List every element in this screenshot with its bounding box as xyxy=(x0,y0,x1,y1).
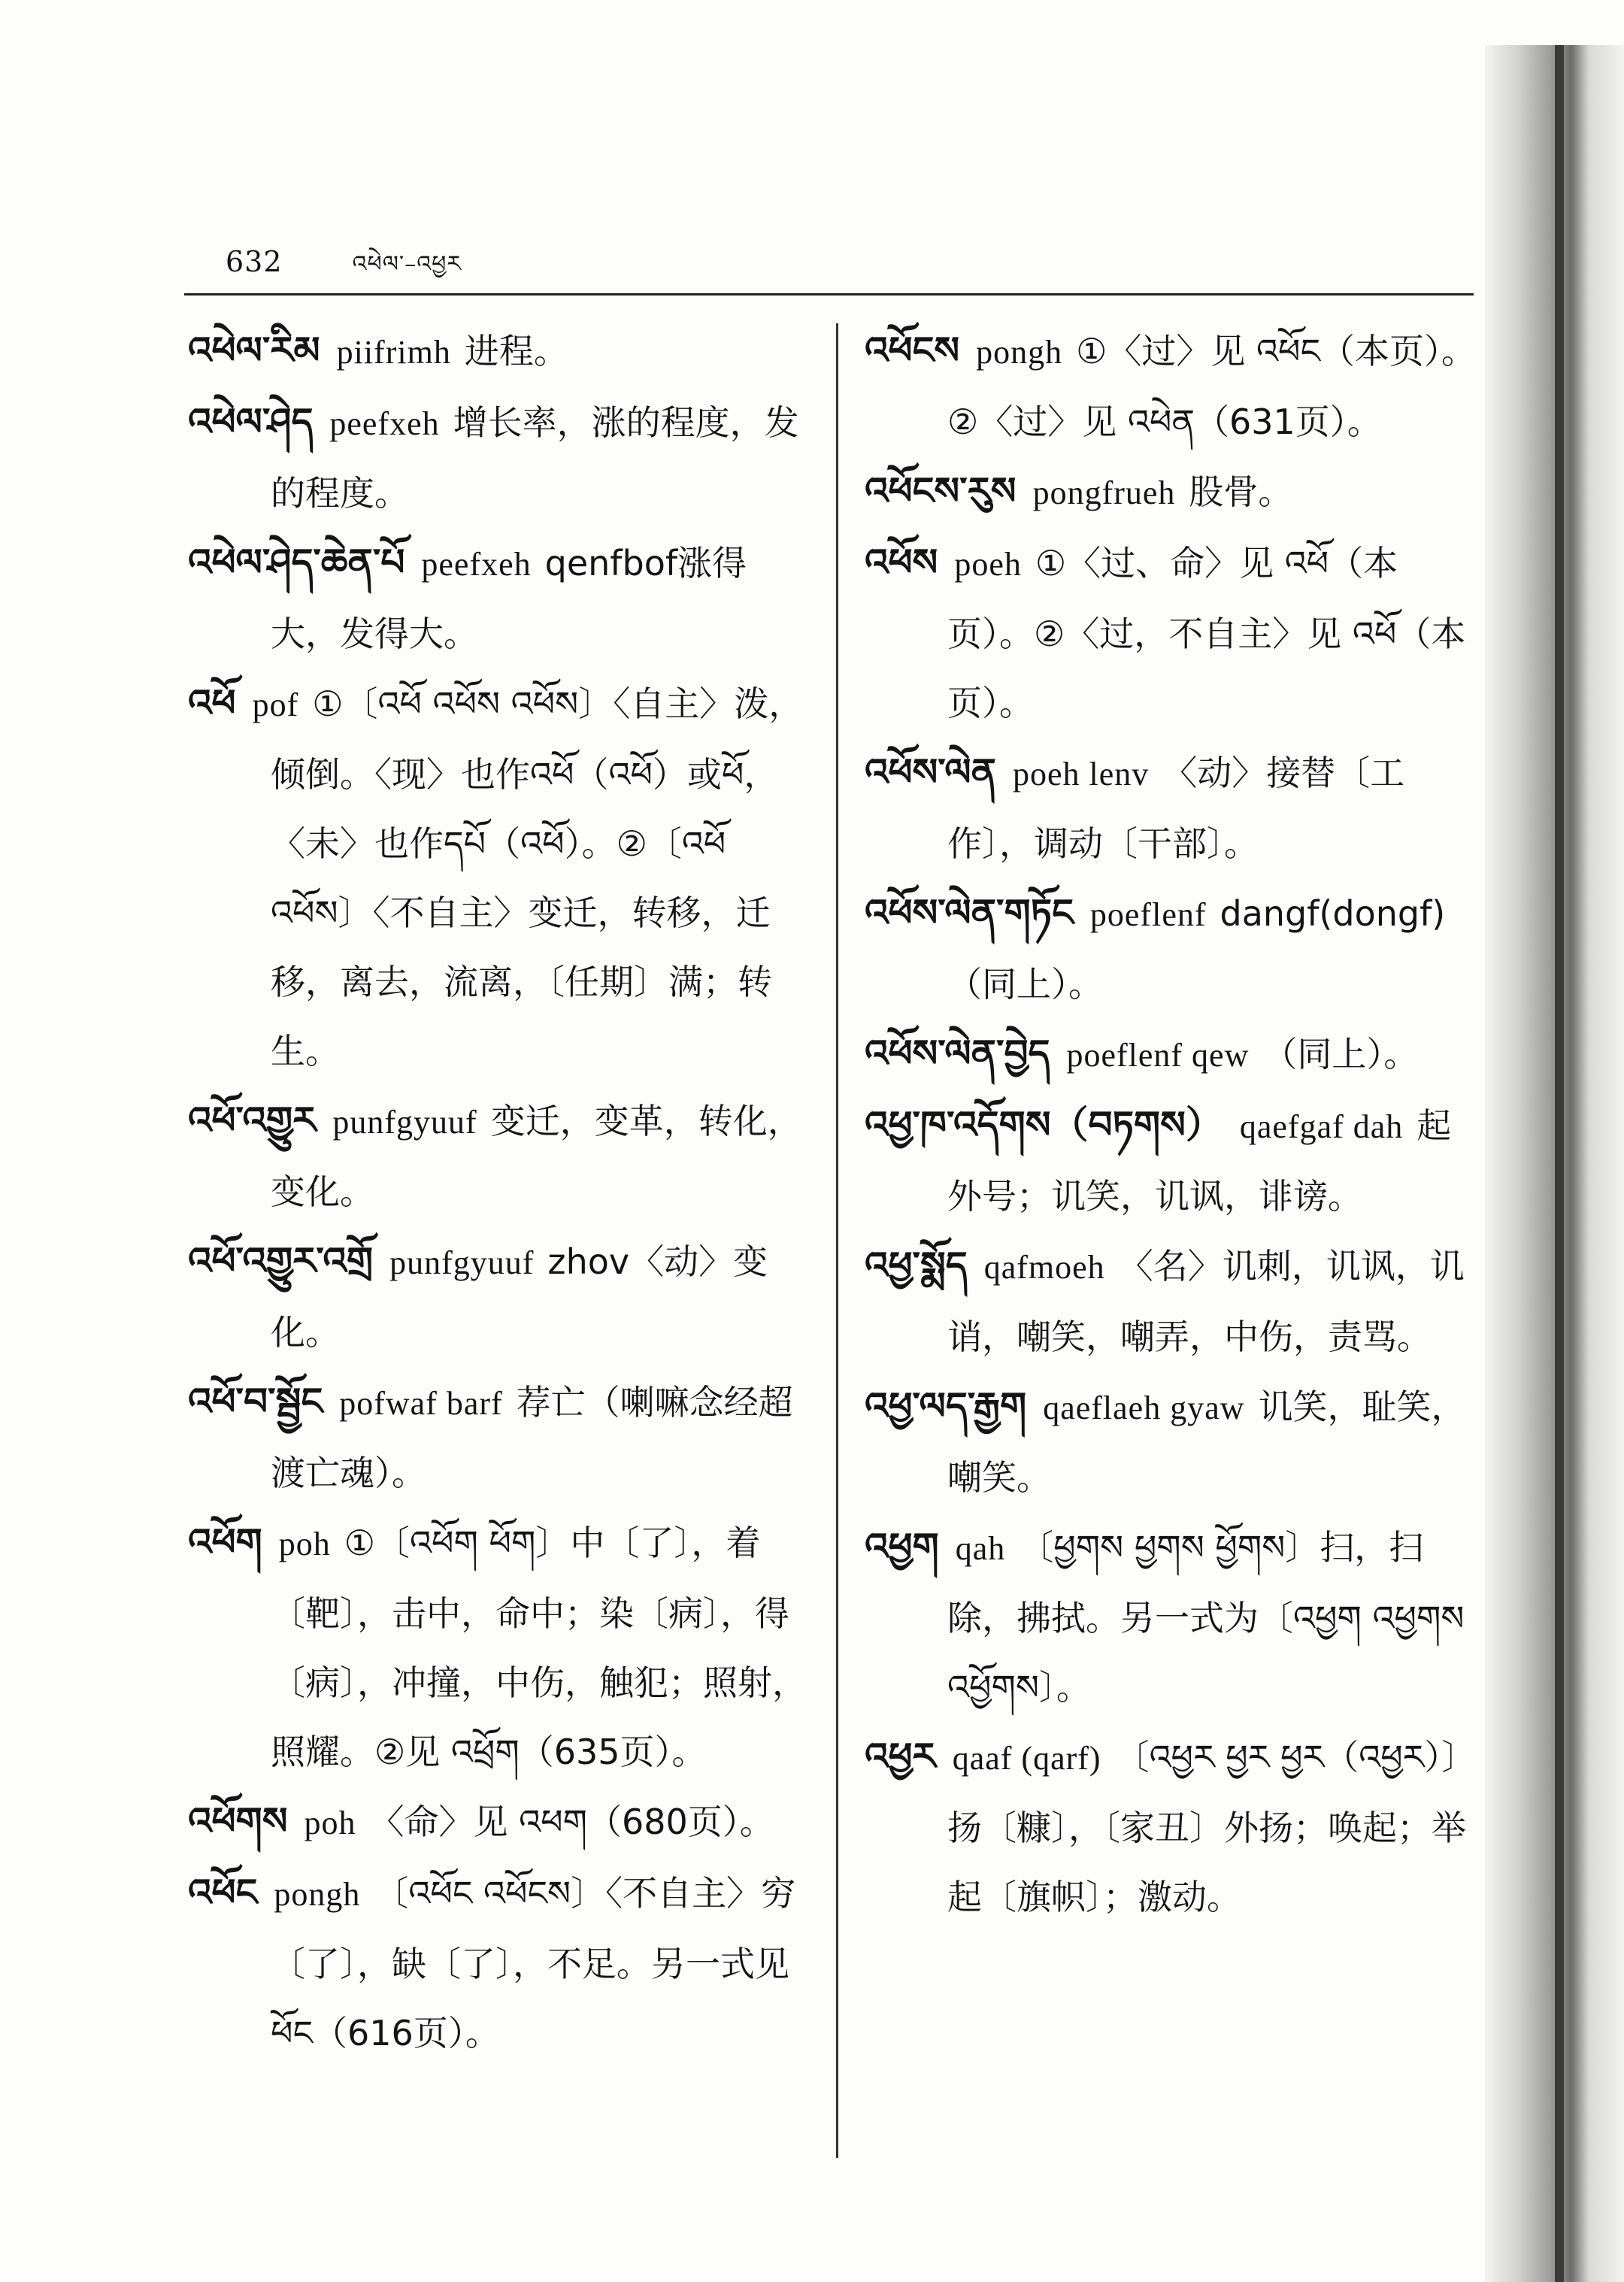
entry-definition: qenfbof涨得大，发得大。 xyxy=(271,543,747,654)
dictionary-entry xyxy=(865,1722,1477,1932)
entry-definition: 股骨。 xyxy=(1189,471,1293,512)
entry-definition: dangf(dongf)（同上）。 xyxy=(947,893,1446,1005)
entry-transliteration: qaefgaf dah xyxy=(1239,1108,1404,1145)
dictionary-entry xyxy=(188,1086,812,1226)
dictionary-entry xyxy=(188,1367,812,1508)
dictionary-entry xyxy=(188,387,812,528)
entry-definition: ①〔འཕོག ཕོག〕中〔了〕，着〔靶〕，击中，命中；染〔病〕，得〔病〕，冲撞，中伤，触犯；照射，照耀。②见 འཕྲོག（635页）。 xyxy=(271,1523,807,1772)
dictionary-entry xyxy=(865,528,1477,738)
book-spine-edge xyxy=(1555,45,1564,2282)
dictionary-entry xyxy=(188,1226,812,1367)
entry-headword: འཕོ་བ་སྦྱོང xyxy=(188,1380,323,1423)
dictionary-entry xyxy=(865,1512,1477,1722)
entry-definition: ①〈过、命〉见 འཕོ（本页）。②〈过，不自主〉见 འཕོ（本页）。 xyxy=(947,543,1466,723)
entry-transliteration: poh xyxy=(304,1805,356,1841)
entry-definition: ①〔འཕོ འཕོས འཕོས〕〈自主〉泼，倾倒。〈现〉也作འཕོ（འཕོ）或ཕོ，〈未〉也作དཔོ（འཕོ）。②〔འཕོ འཕོས〕〈不自主〉变迁，转移，迁移，离去，流离，〔任期〕满；转生。 xyxy=(271,683,804,1071)
entry-transliteration: poeflenf xyxy=(1089,896,1207,933)
entry-transliteration: qah xyxy=(955,1530,1006,1567)
header-rule xyxy=(184,293,1474,295)
dictionary-entry xyxy=(188,316,812,387)
entry-definition: 变迁，变革，转化，变化。 xyxy=(271,1101,802,1212)
entry-headword: འཕོས་ལེན་གཏོང xyxy=(865,891,1074,935)
entry-transliteration: qaeflaeh gyaw xyxy=(1043,1390,1245,1426)
entry-headword: འཕོས་ལེན་བྱེད xyxy=(865,1032,1050,1075)
entry-definition: 进程。 xyxy=(464,331,568,371)
entry-definition: 〈动〉接替〔工作〕，调动〔干部〕。 xyxy=(947,753,1405,864)
entry-transliteration: pongfrueh xyxy=(1032,474,1176,511)
dictionary-entry xyxy=(865,1371,1477,1512)
entry-definition: 增长率，涨的程度，发的程度。 xyxy=(271,402,799,514)
left-column xyxy=(188,316,812,2068)
entry-definition: 〈命〉见 འཕག（680页）。 xyxy=(369,1802,774,1842)
entry-headword: འཕོངས xyxy=(865,329,960,372)
dictionary-entry xyxy=(188,1858,812,2068)
dictionary-entry xyxy=(188,528,812,668)
column-divider xyxy=(836,323,838,2158)
entry-headword: འཕེལ་ཤེད xyxy=(188,400,314,444)
entry-transliteration: piifrimh xyxy=(336,334,451,371)
entry-transliteration: punfgyuuf xyxy=(389,1244,535,1281)
entry-definition: （同上）。 xyxy=(1262,1034,1419,1074)
dictionary-entry xyxy=(865,1231,1477,1371)
entry-transliteration: poeflenf qew xyxy=(1066,1037,1250,1074)
entry-headword: འཕྱ་སྨོད xyxy=(865,1244,968,1287)
entry-definition: 〔འཕོང འཕོངས〕〈不自主〉穷〔了〕，缺〔了〕，不足。另一式见 ཕོང（616页）。 xyxy=(271,1873,796,2053)
entry-headword: འཕོ་འགྱུར xyxy=(188,1099,317,1142)
dictionary-entry xyxy=(865,456,1477,528)
entry-transliteration: pongh xyxy=(976,334,1063,371)
entry-transliteration: poh xyxy=(278,1526,331,1562)
entry-transliteration: qaaf (qarf) xyxy=(952,1740,1101,1777)
entry-headword: འཕེལ་རིམ xyxy=(188,329,320,372)
entry-headword: འཕོག xyxy=(188,1520,262,1564)
entry-headword: འཕྱག xyxy=(865,1525,939,1568)
entry-transliteration: punfgyuuf xyxy=(332,1104,477,1141)
dictionary-entry xyxy=(188,1508,812,1787)
entry-headword: འཕྱ་ལད་རྒྱག xyxy=(865,1384,1027,1428)
entry-definition: 〔ཕྱགས ཕྱགས ཕྱོགས〕扫，扫除，拂拭。另一式为〔འཕྱག འཕྱགས འཕྱོགས〕。 xyxy=(947,1527,1465,1708)
right-column xyxy=(865,316,1477,1932)
entry-transliteration: poeh xyxy=(954,546,1022,583)
dictionary-entry xyxy=(865,1090,1477,1231)
running-head: འཕེལ་–འཕྱར xyxy=(352,251,462,277)
dictionary-entry xyxy=(865,1019,1477,1090)
entry-headword: འཕོ xyxy=(188,681,236,725)
dictionary-entry xyxy=(865,738,1477,878)
page-number: 632 xyxy=(226,245,283,278)
entry-transliteration: qafmoeh xyxy=(983,1249,1105,1286)
entry-transliteration: pofwaf barf xyxy=(339,1385,503,1422)
entry-definition: 〈名〉讥刺，讥讽，讥诮，嘲笑，嘲弄，中伤，责骂。 xyxy=(947,1246,1465,1357)
entry-transliteration: peefxeh xyxy=(329,405,440,442)
dictionary-entry xyxy=(865,878,1477,1019)
entry-headword: འཕོགས xyxy=(188,1799,288,1843)
entry-definition: ①〈过〉见 འཕོང（本页）。②〈过〉见 འཕེན（631页）。 xyxy=(947,331,1477,442)
entry-definition: 〔འཕྱར ཕྱར ཕྱར（འཕྱར）〕扬〔糠〕，〔家丑〕外扬；唤起；举起〔旗帜〕；激动。 xyxy=(947,1737,1477,1917)
entry-definition: 荐亡（喇嘛念经超渡亡魂）。 xyxy=(271,1382,793,1493)
entry-headword: འཕེལ་ཤེད་ཆེན་པོ xyxy=(188,541,405,584)
entry-headword: འཕོང xyxy=(188,1871,258,1914)
dictionary-entry xyxy=(188,668,812,1086)
entry-headword: འཕོས་ལེན xyxy=(865,750,996,794)
entry-headword: འཕོངས་རུས xyxy=(865,469,1017,513)
entry-headword: འཕོས xyxy=(865,541,938,584)
entry-transliteration: pongh xyxy=(274,1876,361,1913)
entry-definition: 讥笑，耻笑，嘲笑。 xyxy=(947,1386,1466,1498)
entry-headword: འཕྱ་ཁ་འདོགས（བཏགས） xyxy=(865,1103,1223,1147)
dictionary-entry xyxy=(188,1787,812,1858)
entry-transliteration: peefxeh xyxy=(421,546,532,583)
entry-transliteration: poeh lenv xyxy=(1012,756,1150,792)
dictionary-entry xyxy=(865,316,1477,456)
entry-headword: འཕོ་འགྱུར་འགྲོ xyxy=(188,1239,374,1283)
entry-transliteration: pof xyxy=(252,686,299,723)
entry-definition: 起外号；讥笑，讥讽，诽谤。 xyxy=(947,1105,1452,1217)
entry-headword: འཕྱར xyxy=(865,1735,936,1778)
entry-definition: zhov〈动〉变化。 xyxy=(271,1241,768,1353)
